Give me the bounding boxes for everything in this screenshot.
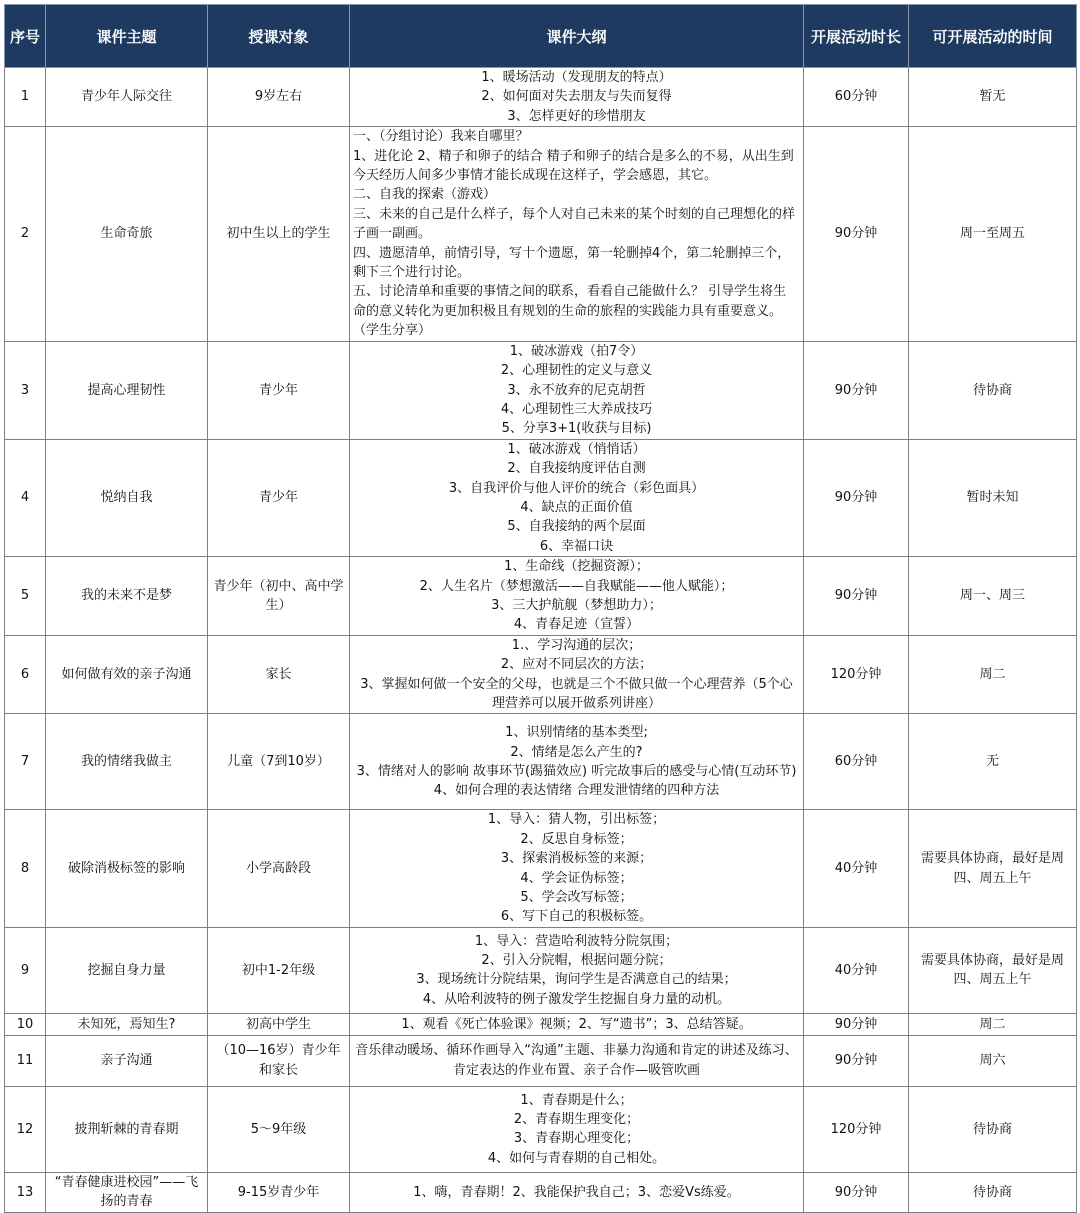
cell-topic: 我的未来不是梦	[46, 557, 208, 636]
cell-outline: 1、生命线（挖掘资源）； 2、人生名片（梦想激活——自我赋能——他人赋能）； 3、三大护航舰（梦想助力）； 4、青春足迹（宣誓）	[350, 557, 804, 636]
cell-topic: 我的情绪我做主	[46, 714, 208, 810]
cell-no: 2	[5, 127, 46, 341]
cell-outline: 1、青春期是什么； 2、青春期生理变化； 3、青春期心理变化； 4、如何与青春期的自己相处。	[350, 1086, 804, 1172]
table-row	[5, 810, 1077, 927]
cell-duration: 90分钟	[804, 439, 909, 556]
table-row	[5, 1172, 1077, 1212]
cell-no: 8	[5, 810, 46, 927]
table-row	[5, 927, 1077, 1013]
table-row	[5, 68, 1077, 127]
cell-schedule: 周二	[909, 1013, 1077, 1035]
cell-outline: 1、观看《死亡体验课》视频；2、写“遗书”；3、总结答疑。	[350, 1013, 804, 1035]
cell-no: 3	[5, 341, 46, 439]
cell-topic: 未知死，焉知生?	[46, 1013, 208, 1035]
cell-duration: 40分钟	[804, 927, 909, 1013]
cell-no: 13	[5, 1172, 46, 1212]
cell-audience: 儿童（7到10岁）	[208, 714, 350, 810]
header-row	[5, 5, 1077, 68]
cell-audience: 家长	[208, 635, 350, 714]
cell-audience: 9岁左右	[208, 68, 350, 127]
table-row	[5, 714, 1077, 810]
cell-schedule: 待协商	[909, 1086, 1077, 1172]
table-row	[5, 127, 1077, 341]
cell-duration: 120分钟	[804, 1086, 909, 1172]
cell-outline: 1、暖场活动（发现朋友的特点） 2、如何面对失去朋友与失而复得 3、怎样更好的珍惜朋友	[350, 68, 804, 127]
cell-topic: “青春健康进校园”——飞扬的青春	[46, 1172, 208, 1212]
cell-audience: 9-15岁青少年	[208, 1172, 350, 1212]
cell-schedule: 周一、周三	[909, 557, 1077, 636]
cell-duration: 120分钟	[804, 635, 909, 714]
cell-no: 9	[5, 927, 46, 1013]
cell-duration: 60分钟	[804, 68, 909, 127]
cell-outline: 1、导入：猜人物，引出标签； 2、反思自身标签； 3、探索消极标签的来源； 4、学会证伪标签； 5、学会改写标签； 6、写下自己的积极标签。	[350, 810, 804, 927]
cell-no: 6	[5, 635, 46, 714]
cell-outline: 1、嗨，青春期！2、我能保护我自己；3、恋爱Vs练爱。	[350, 1172, 804, 1212]
cell-schedule: 暂无	[909, 68, 1077, 127]
cell-outline: 1、破冰游戏（悄悄话） 2、自我接纳度评估自测 3、自我评价与他人评价的统合（彩色面具） 4、缺点的正面价值 5、自我接纳的两个层面 6、幸福口诀	[350, 439, 804, 556]
table-row	[5, 439, 1077, 556]
cell-duration: 60分钟	[804, 714, 909, 810]
cell-duration: 90分钟	[804, 1035, 909, 1086]
cell-audience: 初高中学生	[208, 1013, 350, 1035]
cell-schedule: 待协商	[909, 1172, 1077, 1212]
cell-duration: 90分钟	[804, 1013, 909, 1035]
cell-duration: 90分钟	[804, 557, 909, 636]
cell-no: 5	[5, 557, 46, 636]
cell-audience: 小学高龄段	[208, 810, 350, 927]
table-row	[5, 1086, 1077, 1172]
header-topic: 课件主题	[46, 5, 208, 68]
cell-outline: 1、破冰游戏（拍7令） 2、心理韧性的定义与意义 3、永不放弃的尼克胡哲 4、心理韧性三大养成技巧 5、分享3+1(收获与目标)	[350, 341, 804, 439]
cell-duration: 40分钟	[804, 810, 909, 927]
header-outline: 课件大纲	[350, 5, 804, 68]
cell-audience: 青少年	[208, 341, 350, 439]
cell-duration: 90分钟	[804, 341, 909, 439]
cell-no: 12	[5, 1086, 46, 1172]
cell-schedule: 暂时未知	[909, 439, 1077, 556]
cell-schedule: 无	[909, 714, 1077, 810]
cell-topic: 如何做有效的亲子沟通	[46, 635, 208, 714]
cell-schedule: 需要具体协商，最好是周四、周五上午	[909, 810, 1077, 927]
course-table	[4, 4, 1077, 1213]
table-row	[5, 557, 1077, 636]
cell-no: 4	[5, 439, 46, 556]
cell-outline: 1、导入：营造哈利波特分院氛围； 2、引入分院帽，根据问题分院； 3、现场统计分院结果，询问学生是否满意自己的结果； 4、从哈利波特的例子激发学生挖掘自身力量的动机。	[350, 927, 804, 1013]
cell-schedule: 待协商	[909, 341, 1077, 439]
cell-audience: 青少年	[208, 439, 350, 556]
cell-topic: 挖掘自身力量	[46, 927, 208, 1013]
cell-schedule: 周六	[909, 1035, 1077, 1086]
cell-schedule: 需要具体协商，最好是周四、周五上午	[909, 927, 1077, 1013]
cell-audience: 青少年（初中、高中学生）	[208, 557, 350, 636]
cell-outline: 一、（分组讨论）我来自哪里？ 1、进化论 2、精子和卵子的结合 精子和卵子的结合是多么的不易，从出生到今天经历人间多少事情才能长成现在这样子，学会感恩，其它。 二、自我的探索（游戏） 三、未来的自己是什么样子，每个人对自己未来的某个时刻的自己理想化的样子画一副画。 四、遗愿清单，前情引导，写十个遗愿，第一轮删掉4个，第二轮删掉三个，剩下三个进行讨论。 五、讨论清单和重要的事情之间的联系，看看自己能做什么？ 引导学生将生命的意义转化为更加积极且有规划的生命的旅程的实践能力具有重要意义。（学生分享）	[350, 127, 804, 341]
cell-audience: （10—16岁）青少年和家长	[208, 1035, 350, 1086]
cell-topic: 提高心理韧性	[46, 341, 208, 439]
cell-schedule: 周一至周五	[909, 127, 1077, 341]
cell-audience: 初中1-2年级	[208, 927, 350, 1013]
header-schedule: 可开展活动的时间	[909, 5, 1077, 68]
cell-duration: 90分钟	[804, 127, 909, 341]
cell-outline: 音乐律动暖场、循环作画导入“沟通”主题、非暴力沟通和肯定的讲述及练习、肯定表达的作业布置、亲子合作—吸管吹画	[350, 1035, 804, 1086]
cell-topic: 悦纳自我	[46, 439, 208, 556]
cell-duration: 90分钟	[804, 1172, 909, 1212]
header-no: 序号	[5, 5, 46, 68]
cell-topic: 披荆斩棘的青春期	[46, 1086, 208, 1172]
header-duration: 开展活动时长	[804, 5, 909, 68]
cell-outline: 1、识别情绪的基本类型; 2、情绪是怎么产生的? 3、情绪对人的影响 故事环节(踢猫效应) 听完故事后的感受与心情(互动环节) 4、如何合理的表达情绪 合理发泄情绪的四种方法	[350, 714, 804, 810]
cell-outline: 1.、学习沟通的层次； 2、应对不同层次的方法； 3、掌握如何做一个安全的父母，也就是三个不做只做一个心理营养（5个心理营养可以展开做系列讲座）	[350, 635, 804, 714]
table-row	[5, 635, 1077, 714]
cell-audience: 5～9年级	[208, 1086, 350, 1172]
table-row	[5, 1035, 1077, 1086]
cell-topic: 生命奇旅	[46, 127, 208, 341]
cell-topic: 破除消极标签的影响	[46, 810, 208, 927]
table-row	[5, 341, 1077, 439]
cell-no: 7	[5, 714, 46, 810]
header-audience: 授课对象	[208, 5, 350, 68]
cell-audience: 初中生以上的学生	[208, 127, 350, 341]
cell-no: 1	[5, 68, 46, 127]
cell-schedule: 周二	[909, 635, 1077, 714]
cell-no: 10	[5, 1013, 46, 1035]
cell-no: 11	[5, 1035, 46, 1086]
cell-topic: 青少年人际交往	[46, 68, 208, 127]
cell-topic: 亲子沟通	[46, 1035, 208, 1086]
table-row	[5, 1013, 1077, 1035]
